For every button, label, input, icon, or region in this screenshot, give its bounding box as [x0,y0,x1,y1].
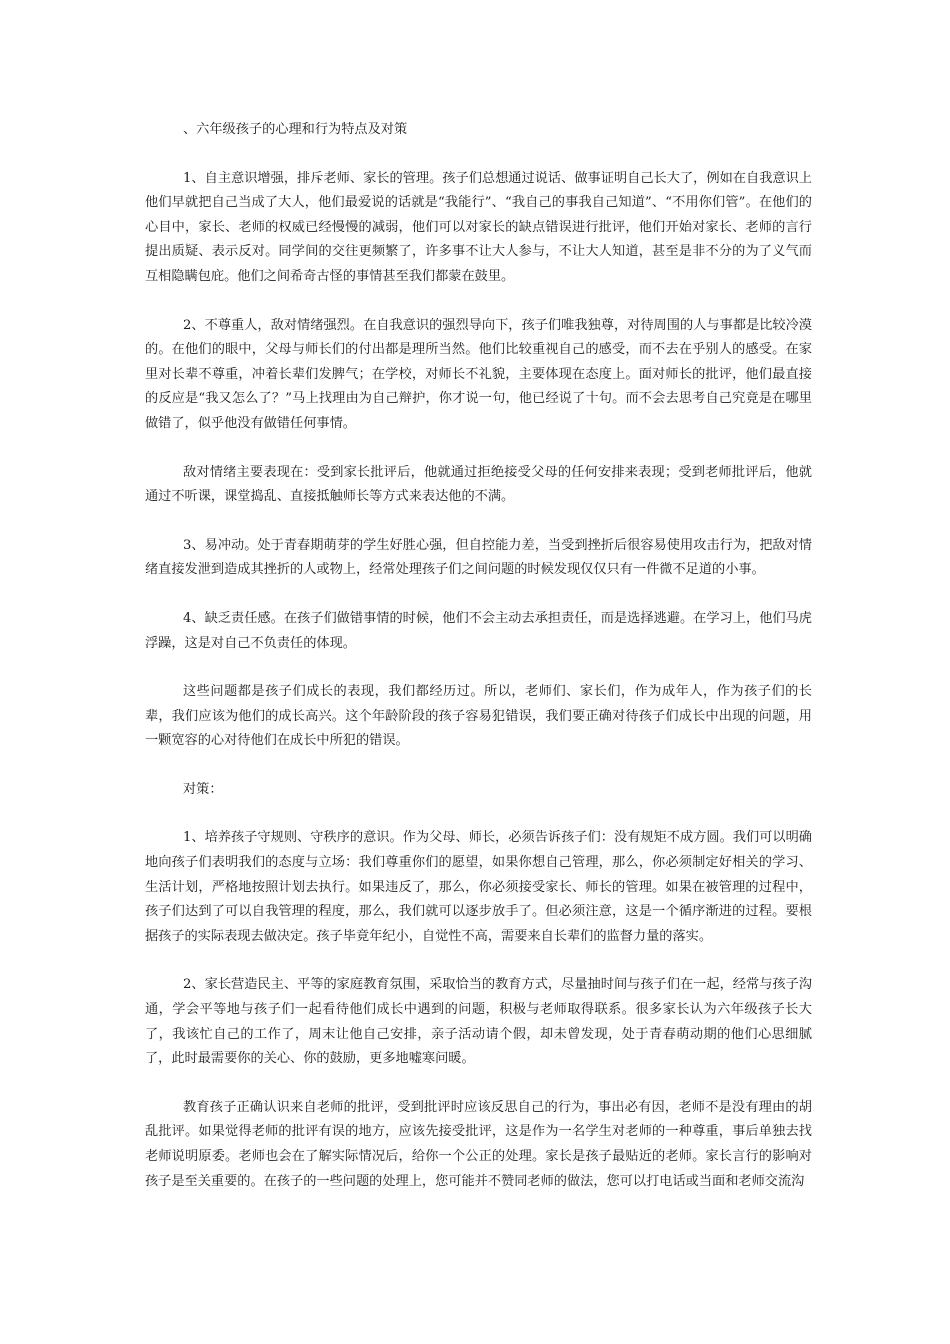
paragraph-family-atmosphere: 2、家长营造民主、平等的家庭教育氛围，采取恰当的教育方式，尽量抽时间与孩子们在一起，经常与孩子沟通，学会平等地与孩子们一起看待他们成长中遇到的问题，积极与老师取得联系。很多家长认为六年级孩子长大了，我该忙自己的工作了，周末让他自己安排，亲子活动请个假，却未曾发现，处于青春萌动期的他们心思细腻了，此时最需要你的关心、你的鼓励，更多地嘘寒问暖。 [145,977,812,1067]
paragraph-growth: 这些问题都是孩子们成长的表现，我们都经历过。所以，老师们、家长们，作为成年人，作为孩子们的长辈，我们应该为他们的成长高兴。这个年龄阶段的孩子容易犯错误，我们要正确对待孩子们成长中出现的问题，用一颗宽容的心对待他们在成长中所犯的错误。 [145,684,812,749]
document-heading: 、六年级孩子的心理和行为特点及对策 [183,122,408,137]
paragraph-self-awareness: 1、自主意识增强，排斥老师、家长的管理。孩子们总想通过说话、做事证明自己长大了，例如在自我意识上他们早就把自己当成了大人，他们最爱说的话就是“我能行”、“我自己的事我自己知道”、“不用你们管”。在他们的心目中，家长、老师的权威已经慢慢的减弱，他们可以对家长的缺点错误进行批评，他们开始对家长、老师的言行提出质疑、表示反对。同学间的交往更频繁了，许多事不让大人参与，不让大人知道，甚至是非不分的为了义气而互相隐瞒包庇。他们之间希奇古怪的事情甚至我们都蒙在鼓里。 [145,170,812,284]
paragraph-disrespect: 2、不尊重人，敌对情绪强烈。在自我意识的强烈导向下，孩子们唯我独尊，对待周围的人与事都是比较冷漠的。在他们的眼中，父母与师长们的付出都是理所当然。他们比较重视自己的感受，而不去在乎别人的感受。在家里对长辈不尊重，冲着长辈们发脾气；在学校，对师长不礼貌，主要体现在态度上。面对师长的批评，他们最直接的反应是“我又怎么了？”马上找理由为自己辩护，你才说一句，他已经说了十句。而不会去思考自己究竟是在哪里做错了，似乎他没有做错任何事情。 [145,317,812,431]
paragraph-hostility: 敌对情绪主要表现在：受到家长批评后，他就通过拒绝接受父母的任何安排来表现；受到老师批评后，他就通过不听课，课堂捣乱、直接抵触师长等方式来表达他的不满。 [145,464,812,505]
paragraph-teacher-criticism: 教育孩子正确认识来自老师的批评，受到批评时应该反思自己的行为，事出必有因，老师不是没有理由的胡乱批评。如果觉得老师的批评有误的地方，应该先接受批评，这是作为一名学生对老师的一种尊重，事后单独去找老师说明原委。老师也会在了解实际情况后，给你一个公正的处理。家长是孩子最贴近的老师。家长言行的影响对孩子是至关重要的。在孩子的一些问题的处理上，您可能并不赞同老师的做法，您可以打电话或当面和老师交流沟 [145,1099,812,1189]
paragraph-impulsive: 3、易冲动。处于青春期萌芽的学生好胜心强，但自控能力差，当受到挫折后很容易使用攻击行为，把敌对情绪直接发泄到造成其挫折的人或物上，经常处理孩子们之间问题的时候发现仅仅只有一件微不足道的小事。 [145,537,812,578]
paragraph-responsibility: 4、缺乏责任感。在孩子们做错事情的时候，他们不会主动去承担责任，而是选择逃避。在学习上，他们马虎浮躁，这是对自己不负责任的体现。 [145,610,812,651]
document-page [145,118,812,1194]
paragraph-strategies-label: 对策： [183,781,223,797]
paragraph-rules: 1、培养孩子守规则、守秩序的意识。作为父母、师长，必须告诉孩子们：没有规矩不成方圆。我们可以明确地向孩子们表明我们的态度与立场：我们尊重你们的愿望，如果你想自己管理，那么，你必须制定好相关的学习、生活计划，严格地按照计划去执行。如果违反了，那么，你必须接受家长、师长的管理。如果在被管理的过程中，孩子们达到了可以自我管理的程度，那么，我们就可以逐步放手了。但必须注意，这是一个循序渐进的过程。要根据孩子的实际表现去做决定。孩子毕竟年纪小，自觉性不高，需要来自长辈们的监督力量的落实。 [145,830,812,944]
